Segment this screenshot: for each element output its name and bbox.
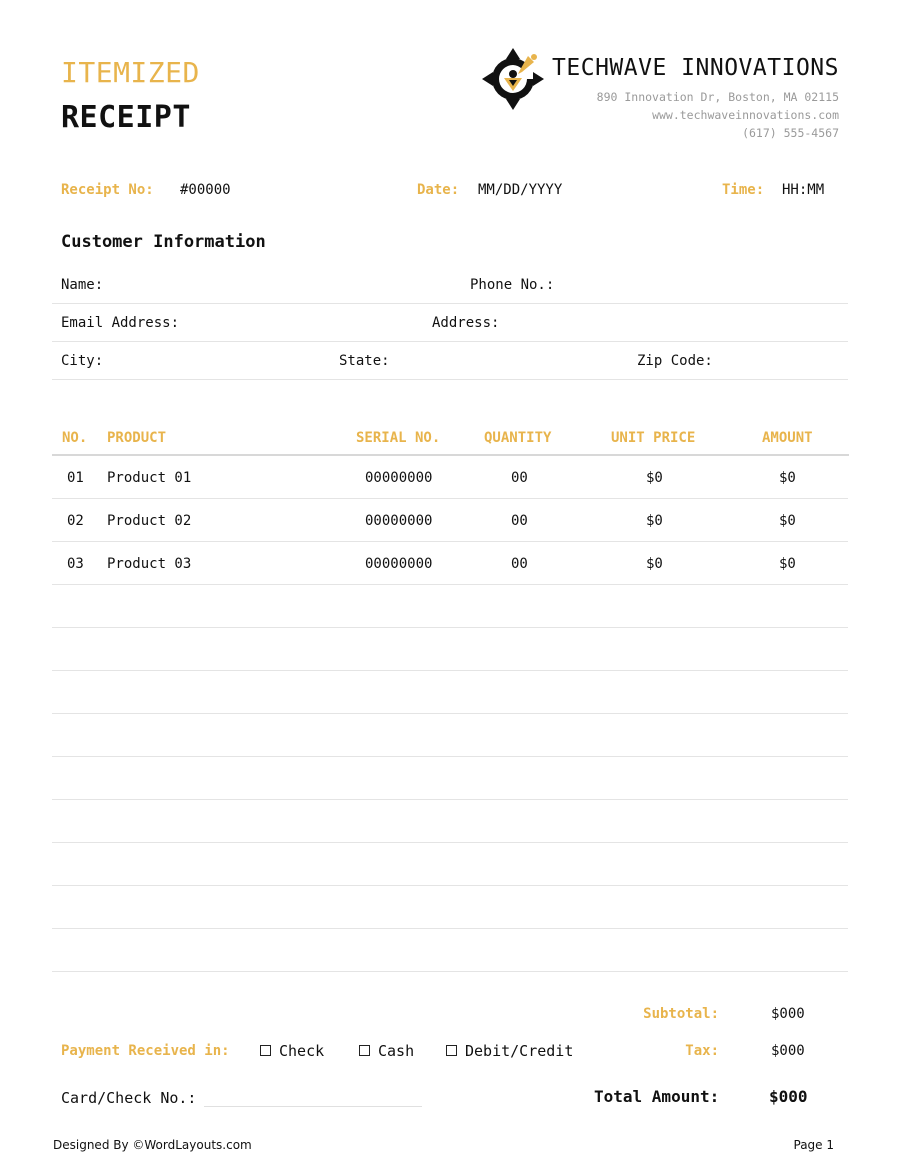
document-title-line1: ITEMIZED (61, 56, 200, 89)
row-1-product: Product 01 (107, 470, 192, 486)
empty-row-divider (52, 627, 848, 628)
cash-option-label: Cash (378, 1042, 415, 1060)
payment-received-label: Payment Received in: (61, 1043, 230, 1059)
company-address: 890 Innovation Dr, Boston, MA 02115 (596, 90, 839, 104)
document-title-line2: RECEIPT (61, 100, 191, 135)
date-value: MM/DD/YYYY (478, 182, 563, 198)
row-3-serial: 00000000 (365, 556, 433, 572)
zip-code-label: Zip Code: (637, 353, 713, 369)
divider (52, 341, 848, 342)
city-label: City: (61, 353, 104, 369)
table-row-divider (52, 584, 848, 585)
column-header-unit-price: UNIT PRICE (611, 430, 696, 446)
total-amount-value: $000 (769, 1087, 808, 1106)
column-header-no: NO. (62, 430, 88, 446)
receipt-number-label: Receipt No: (61, 182, 154, 198)
divider (52, 303, 848, 304)
empty-row-divider (52, 756, 848, 757)
row-1-serial: 00000000 (365, 470, 433, 486)
empty-row-divider (52, 713, 848, 714)
row-2-product: Product 02 (107, 513, 192, 529)
empty-row-divider (52, 670, 848, 671)
row-1-no: 01 (67, 470, 84, 486)
total-amount-label: Total Amount: (594, 1087, 720, 1106)
debit-credit-option[interactable] (446, 1042, 573, 1060)
time-label: Time: (722, 182, 765, 198)
row-3-unit-price: $0 (646, 556, 663, 572)
customer-info-title: Customer Information (61, 232, 266, 252)
divider (52, 379, 848, 380)
check-option[interactable] (260, 1042, 324, 1060)
email-label: Email Address: (61, 315, 180, 331)
table-row-divider (52, 498, 848, 499)
receipt-number-value: #00000 (180, 182, 231, 198)
column-header-quantity: QUANTITY (484, 430, 552, 446)
row-3-quantity: 00 (511, 556, 528, 572)
checkbox-icon[interactable] (446, 1045, 457, 1056)
tax-label: Tax: (685, 1043, 719, 1059)
subtotal-value: $000 (771, 1006, 805, 1022)
card-check-number-label: Card/Check No.: (61, 1089, 197, 1107)
debit-credit-option-label: Debit/Credit (465, 1042, 574, 1060)
state-label: State: (339, 353, 390, 369)
row-1-amount: $0 (779, 470, 796, 486)
table-row-divider (52, 541, 848, 542)
empty-row-divider (52, 971, 848, 972)
column-header-amount: AMOUNT (762, 430, 813, 446)
row-1-unit-price: $0 (646, 470, 663, 486)
page-number: Page 1 (793, 1138, 834, 1152)
subtotal-label: Subtotal: (643, 1006, 719, 1022)
empty-row-divider (52, 885, 848, 886)
empty-row-divider (52, 928, 848, 929)
name-label: Name: (61, 277, 104, 293)
row-3-amount: $0 (779, 556, 796, 572)
designed-by-credit: Designed By ©WordLayouts.com (53, 1138, 252, 1152)
row-2-amount: $0 (779, 513, 796, 529)
tax-value: $000 (771, 1043, 805, 1059)
cash-option[interactable] (359, 1042, 414, 1060)
row-2-quantity: 00 (511, 513, 528, 529)
row-2-unit-price: $0 (646, 513, 663, 529)
row-2-serial: 00000000 (365, 513, 433, 529)
checkbox-icon[interactable] (359, 1045, 370, 1056)
row-3-no: 03 (67, 556, 84, 572)
time-value: HH:MM (782, 182, 825, 198)
column-header-serial: SERIAL NO. (356, 430, 441, 446)
compass-logo-icon (482, 48, 544, 110)
empty-row-divider (52, 799, 848, 800)
check-option-label: Check (279, 1042, 325, 1060)
company-phone: (617) 555-4567 (742, 126, 839, 140)
empty-row-divider (52, 842, 848, 843)
company-website: www.techwaveinnovations.com (652, 108, 839, 122)
table-header-divider (52, 454, 849, 456)
date-label: Date: (417, 182, 460, 198)
card-check-number-input[interactable] (204, 1106, 422, 1107)
phone-label: Phone No.: (470, 277, 555, 293)
column-header-product: PRODUCT (107, 430, 167, 446)
checkbox-icon[interactable] (260, 1045, 271, 1056)
address-label: Address: (432, 315, 500, 331)
row-3-product: Product 03 (107, 556, 192, 572)
row-2-no: 02 (67, 513, 84, 529)
company-name: TECHWAVE INNOVATIONS (552, 55, 839, 81)
row-1-quantity: 00 (511, 470, 528, 486)
